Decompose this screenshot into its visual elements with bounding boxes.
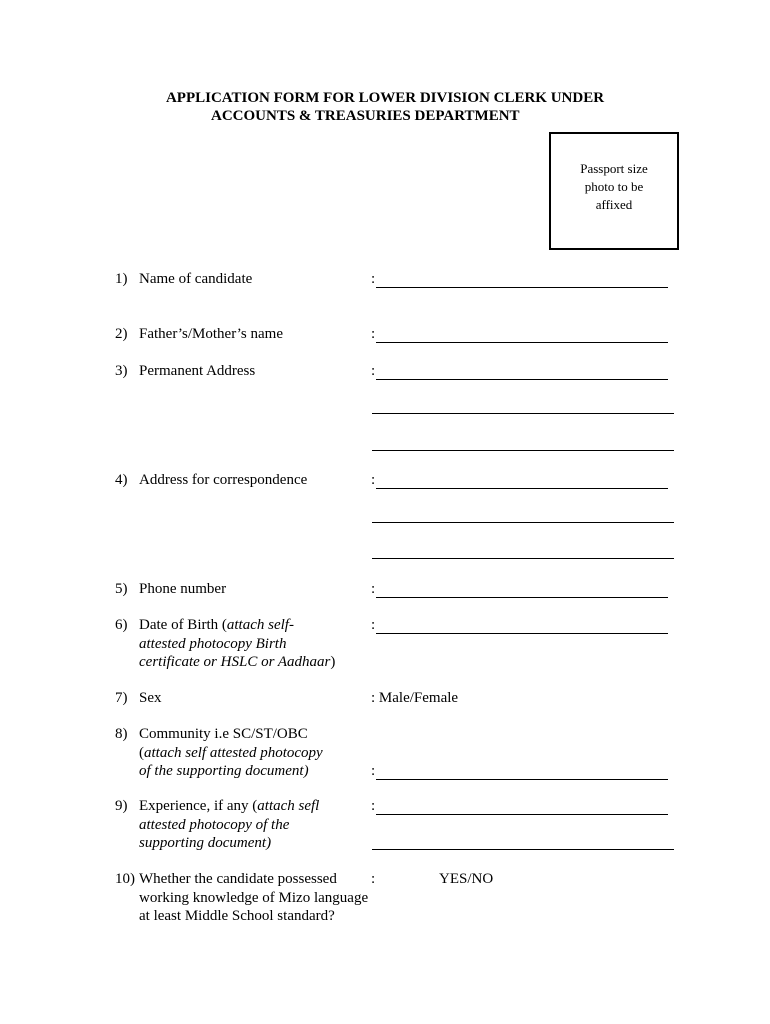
item-1-number: 1) <box>115 271 128 287</box>
item-7-label: Sex <box>139 690 162 706</box>
correspondence-line-2[interactable] <box>372 522 674 523</box>
item-6-number: 6) <box>115 617 128 633</box>
item-1-label: Name of candidate <box>139 271 253 287</box>
item-8-label-note-line-3: of the supporting document) <box>139 763 309 779</box>
item-9-label-note-line-2: attested photocopy of the <box>139 816 290 833</box>
answer-line[interactable] <box>376 583 668 598</box>
experience-line-2[interactable] <box>372 849 674 850</box>
passport-photo-box <box>549 132 679 250</box>
form-title-line-1: APPLICATION FORM FOR LOWER DIVISION CLERK UNDER <box>165 90 605 106</box>
answer-line[interactable] <box>376 765 668 780</box>
answer-line[interactable] <box>376 328 668 343</box>
colon: : <box>371 271 376 287</box>
answer-line[interactable] <box>376 365 668 380</box>
item-8-number: 8) <box>115 726 128 742</box>
item-6-label-note-line-2: attested photocopy Birth <box>139 635 287 652</box>
sex-options[interactable]: : Male/Female <box>371 690 459 706</box>
item-10-colon: : <box>371 871 376 887</box>
photo-box-line-3: affixed <box>595 197 633 212</box>
item-6-label <box>139 616 369 672</box>
item-5-number: 5) <box>115 581 128 597</box>
answer-line[interactable] <box>376 800 668 815</box>
colon: : <box>371 581 376 597</box>
item-9-label-note: attach sefl <box>257 798 320 814</box>
item-8-label-note: attach self attested photocopy <box>144 744 323 761</box>
item-3-number: 3) <box>115 363 128 379</box>
item-9-field[interactable] <box>371 797 668 815</box>
item-5-field[interactable] <box>371 580 668 598</box>
item-8-label <box>139 725 369 781</box>
item-8-label-text: Community i.e SC/ST/OBC <box>139 726 308 742</box>
answer-line[interactable] <box>376 273 668 288</box>
item-6-label-close: ) <box>330 654 336 670</box>
address-line-3[interactable] <box>372 450 674 451</box>
item-9-number: 9) <box>115 798 128 814</box>
item-6-label-note: attach self- <box>226 617 294 633</box>
answer-line[interactable] <box>376 619 668 634</box>
item-10-label-line-3: at least Middle School standard? <box>139 908 335 924</box>
item-1-field[interactable] <box>371 270 668 288</box>
form-title-line-2: ACCOUNTS & TREASURIES DEPARTMENT <box>211 108 520 124</box>
item-3-field[interactable] <box>371 362 668 380</box>
colon: : <box>371 363 376 379</box>
item-5-label: Phone number <box>139 581 227 597</box>
item-6-label-note-line-3: certificate or HSLC or Aadhaar <box>139 654 331 670</box>
item-2-number: 2) <box>115 326 128 342</box>
colon: : <box>371 326 376 342</box>
colon: : <box>371 472 376 488</box>
item-6-label-text: Date of Birth ( <box>139 617 227 633</box>
item-2-label: Father’s/Mother’s name <box>139 326 284 342</box>
item-8-label-open: ( <box>139 744 144 761</box>
colon: : <box>371 763 376 779</box>
answer-line[interactable] <box>376 474 668 489</box>
photo-box-line-1: Passport size <box>580 161 648 176</box>
item-4-label: Address for correspondence <box>139 472 308 488</box>
item-4-number: 4) <box>115 472 128 488</box>
colon: : <box>371 617 376 633</box>
item-10-label <box>139 870 409 926</box>
item-6-field[interactable] <box>371 616 668 634</box>
item-3-label: Permanent Address <box>139 363 256 379</box>
item-10-number: 10) <box>115 871 135 887</box>
item-9-label-note-line-3: supporting document) <box>139 835 272 851</box>
photo-box-text <box>551 160 677 214</box>
item-7-number: 7) <box>115 690 128 706</box>
photo-box-line-2: photo to be <box>584 179 644 194</box>
item-10-label-line-2: working knowledge of Mizo language <box>139 889 369 906</box>
colon: : <box>371 798 376 814</box>
item-10-label-line-1: Whether the candidate possessed <box>139 871 337 887</box>
item-8-field[interactable] <box>371 762 668 780</box>
item-9-label-text: Experience, if any ( <box>139 798 258 814</box>
item-9-label <box>139 797 369 853</box>
mizo-yes-no-options[interactable]: YES/NO <box>439 871 494 887</box>
item-4-field[interactable] <box>371 471 668 489</box>
item-2-field[interactable] <box>371 325 668 343</box>
address-line-2[interactable] <box>372 413 674 414</box>
correspondence-line-3[interactable] <box>372 558 674 559</box>
